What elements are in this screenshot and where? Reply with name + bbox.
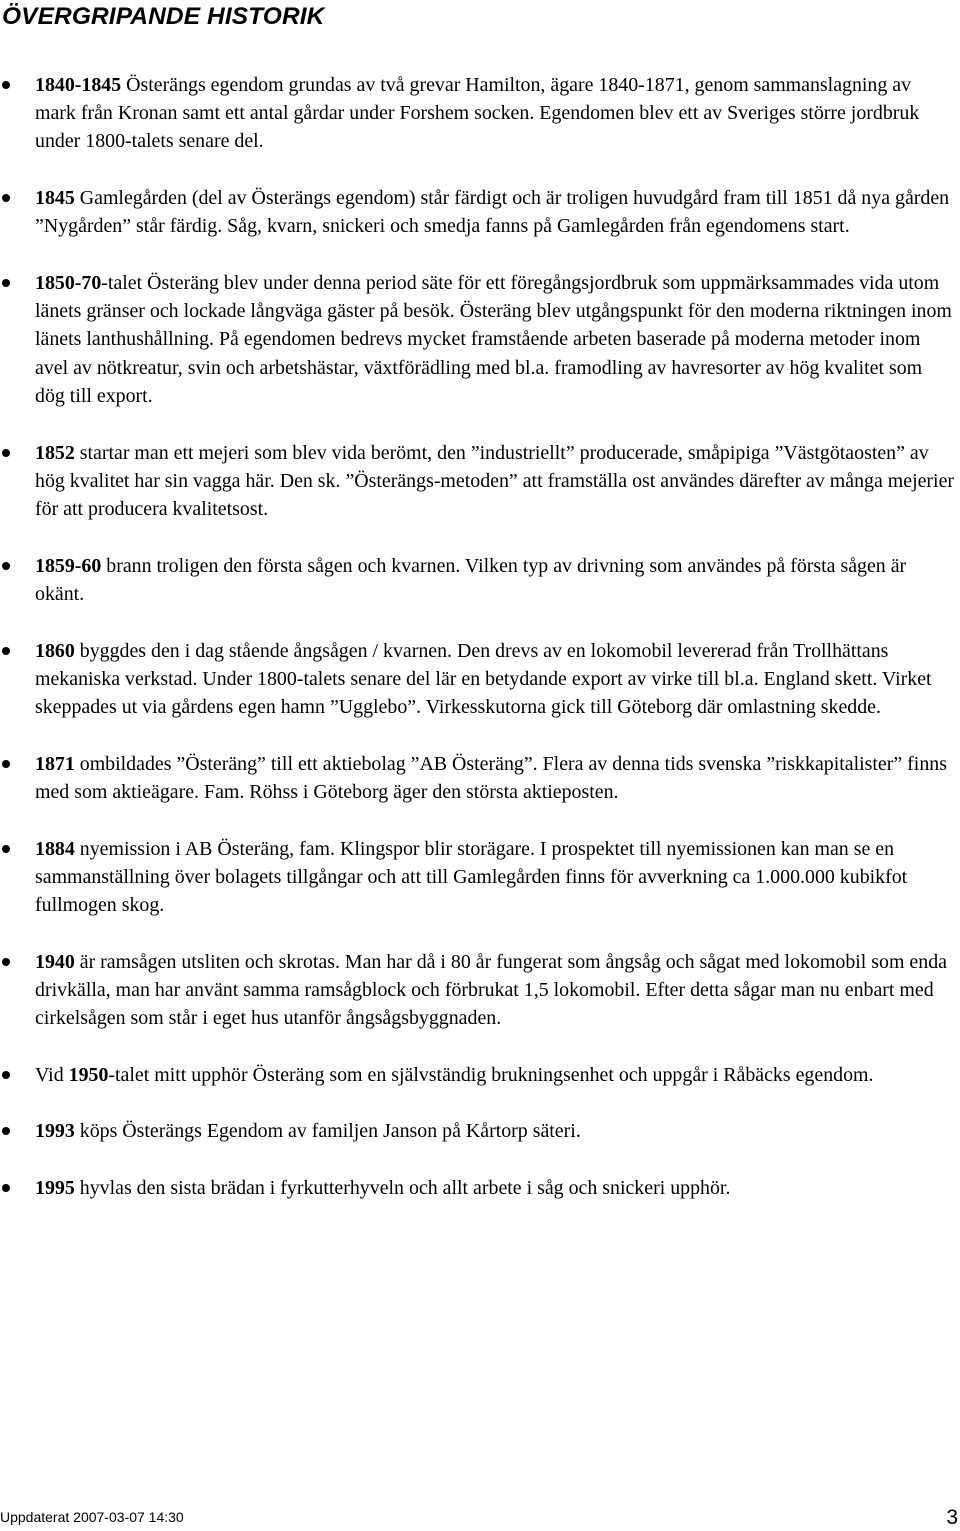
item-text: -talet Österäng blev under denna period säte för ett föregångsjordbruk som uppmärksammades vida utom länets gränser och lockade långväga gäster på besök. Österäng blev utgångspunkt för den moderna riktningen inom länets lanthushållning. På egendomen bedrevs mycket framstående arbeten baserade på moderna metoder inom avel av nötkreatur, svin och arbetshästar, växtförädling med bl.a. framodling av havresorter av hög kvalitet som dög till export.	[35, 272, 952, 407]
bullet-icon	[2, 1127, 10, 1135]
bullet-icon	[2, 194, 10, 202]
list-item	[0, 750, 960, 806]
item-year: 1950	[68, 1063, 109, 1086]
list-item	[0, 71, 960, 156]
list-item	[0, 184, 960, 240]
item-year: 1940	[35, 950, 75, 973]
page-number: 3	[946, 1506, 958, 1529]
item-year: 1850-70	[35, 272, 102, 295]
item-year: 1852	[35, 441, 75, 464]
bullet-icon	[2, 1184, 10, 1192]
list-item	[0, 835, 960, 920]
bullet-icon	[2, 562, 10, 570]
footer-updated-date: Uppdaterat 2007-03-07 14:30	[0, 1509, 184, 1525]
bullet-icon	[2, 845, 10, 853]
item-text: byggdes den i dag stående ångsågen / kvarnen. Den drevs av en lokomobil levererad från Trollhättans mekaniska verkstad. Under 1800-talets senare del lär en betydande export av virke till bl.a. England skett. Virket skeppades ut via gårdens egen hamn ”Ugglebo”. Virkesskutorna gick till Göteborg där omlastning skedde.	[35, 639, 932, 718]
item-text: ombildades ”Österäng” till ett aktiebolag ”AB Österäng”. Flera av denna tids svenska ”riskkapitalister” finns med som aktieägare. Fam. Röhss i Göteborg äger den största aktieposten.	[35, 752, 947, 803]
item-year: 1840-1845	[35, 74, 122, 96]
bullet-icon	[2, 279, 10, 287]
item-text: brann troligen den första sågen och kvarnen. Vilken typ av drivning som användes på första sågen är okänt.	[35, 554, 907, 605]
item-year: 1995	[35, 1177, 75, 1200]
bullet-icon	[2, 760, 10, 768]
item-year: 1859-60	[35, 554, 102, 577]
item-text: startar man ett mejeri som blev vida berömt, den ”industriellt” producerade, småpipiga ”Västgötaosten” av hög kvalitet har sin vagga här. Den sk. ”Österängs-metoden” att framställa ost användes därefter av många mejerier för att producera kvalitetsost.	[35, 441, 955, 520]
list-item	[0, 439, 960, 524]
item-text: nyemission i AB Österäng, fam. Klingspor blir storägare. I prospektet till nyemissionen kan man se en sammanställning över bolagets tillgångar och att till Gamlegården finns för avverkning ca 1.000.000 kubikfot fullmogen skog.	[35, 837, 908, 916]
bullet-icon	[2, 81, 10, 89]
bullet-icon	[2, 449, 10, 457]
list-item	[0, 1117, 960, 1145]
item-text: är ramsågen utsliten och skrotas. Man har då i 80 år fungerat som ångsåg och sågat med lokomobil som enda drivkälla, man har använt samma ramsågblock och förbrukat 1,5 lokomobil. Efter detta sågar man nu enbart med cirkelsågen som står i eget hus utanför ångsågsbyggnaden.	[35, 950, 947, 1030]
list-item	[0, 269, 960, 410]
item-text: hyvlas den sista brädan i fyrkutterhyveln och allt arbete i såg och snickeri upphör.	[74, 1177, 731, 1200]
bullet-icon	[2, 647, 10, 655]
item-text: köps Österängs Egendom av familjen Janson på Kårtorp säteri.	[74, 1120, 581, 1143]
item-year: 1871	[35, 752, 75, 775]
bullet-icon	[2, 1071, 10, 1079]
list-item	[0, 637, 960, 722]
item-year: 1860	[35, 639, 75, 662]
bullet-icon	[2, 958, 10, 966]
history-list	[0, 71, 960, 1231]
item-text: Österängs egendom grundas av två grevar Hamilton, ägare 1840-1871, genom sammanslagning av mark från Kronan samt ett antal gårdar under Forshem socken. Egendomen blev ett av Sveriges större jordbruk under 1800-talets senare del.	[35, 74, 920, 153]
item-text: Gamlegården (del av Österängs egendom) står färdigt och är troligen huvudgård fram till 1851 då nya gården ”Nygården” står färdig. Såg, kvarn, snickeri och smedja fanns på Gamlegården från egendomens start.	[35, 187, 950, 238]
page-title: ÖVERGRIPANDE HISTORIK	[2, 3, 325, 30]
item-prefix: Vid	[35, 1063, 69, 1086]
item-text: -talet mitt upphör Österäng som en självständig brukningsenhet och uppgår i Råbäcks egendom.	[108, 1063, 874, 1086]
list-item	[0, 1174, 960, 1202]
list-item	[0, 552, 960, 608]
list-item	[0, 948, 960, 1033]
item-year: 1884	[35, 837, 75, 860]
item-year: 1993	[35, 1120, 75, 1143]
list-item	[0, 1061, 960, 1089]
item-year: 1845	[35, 187, 75, 210]
